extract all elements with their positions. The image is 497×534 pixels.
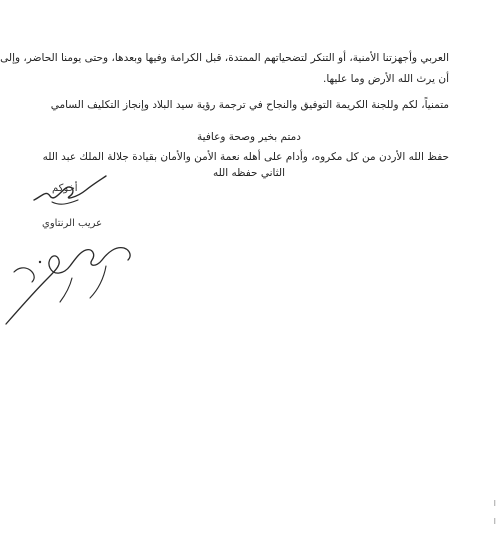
paragraph-line: متمنياً، لكم وللجنة الكريمة التوفيق والنجاح في ترجمة رؤية سيد البلاد وإنجاز التكليف السامي [50, 99, 449, 111]
paragraph-line: الثاني حفظه الله [212, 167, 286, 179]
closing-phrase: أخوكم [52, 183, 78, 194]
paragraph-line: العربي وأجهزتنا الأمنية، أو التنكر لتضحياتهم الممتدة، قبل الكرامة وفيها وبعدها، وحتى يومنا الحاضر، وإلى [0, 52, 449, 64]
paragraph-line: دمتم بخير وصحة وعافية [197, 131, 301, 143]
paragraph-line: حفظ الله الأردن من كل مكروه، وأدام على أهله نعمة الأمن والأمان بقيادة جلالة الملك عبد الله [42, 151, 449, 163]
paragraph-line: أن يرث الله الأرض وما عليها. [323, 73, 449, 85]
handwritten-signature [0, 238, 150, 328]
page-edge-mark: ׀ [493, 516, 496, 525]
initials-signature [30, 170, 110, 215]
signer-name: عريب الرنتاوي [42, 218, 103, 229]
page-edge-mark: ׀ [493, 498, 496, 507]
